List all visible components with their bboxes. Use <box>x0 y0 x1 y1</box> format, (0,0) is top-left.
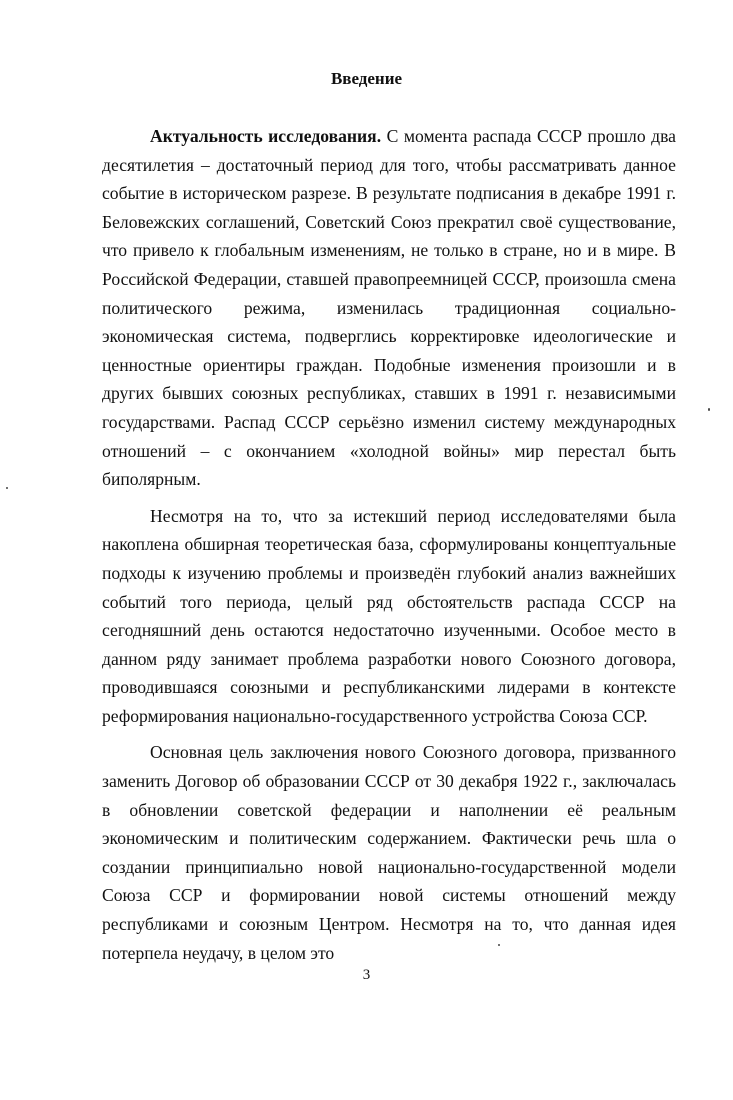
paragraph-relevance <box>102 122 676 494</box>
paragraph-text: С момента распада СССР прошло два десятилетия – достаточный период для того, чтобы рассматривать данное событие в историческом разрезе. В результате подписания в декабре 1991 г. Беловежских соглашений, Советский Союз прекратил своё существование, что привело к глобальным изменениям, не только в стране, но и в мире. В Российской Федерации, ставшей правопреемницей СССР, произошла смена политического режима, изменилась традиционная социально-экономическая система, подверглись корректировке идеологические и ценностные ориентиры граждан. Подобные изменения произошли и в других бывших союзных республиках, ставших в 1991 г. независимыми государствами. Распад СССР серьёзно изменил систему международных отношений – с окончанием «холодной войны» мир перестал быть биполярным. <box>102 126 676 490</box>
scan-speck <box>498 944 500 946</box>
scan-speck <box>708 408 710 411</box>
paragraph-historiography: Несмотря на то, что за истекший период исследователями была накоплена обширная теоретическая база, сформулированы концептуальные подходы к изучению проблемы и произведён глубокий анализ важнейших событий того периода, целый ряд обстоятельств распада СССР на сегодняшний день остаются недостаточно изученными. Особое место в данном ряду занимает проблема разработки нового Союзного договора, проводившаяся союзными и республиканскими лидерами в контексте реформирования национально-государственного устройства Союза ССР. <box>102 505 676 726</box>
paragraph-union-treaty: Основная цель заключения нового Союзного договора, призванного заменить Договор об образовании СССР от 30 декабря 1922 г., заключалась в обновлении советской федерации и наполнении её реальным экономическим и политическим содержанием. Фактически речь шла о создании принципиально новой национально-государственной модели Союза ССР и формировании новой системы отношений между республиками и союзным Центром. Несмотря на то, что данная идея потерпела неудачу, в целом это <box>102 742 676 963</box>
section-title: Введение <box>330 69 403 88</box>
scan-speck <box>6 487 8 489</box>
page-number: 3 <box>362 967 371 983</box>
paragraph-lead: Актуальность исследования. <box>150 126 382 146</box>
body-text <box>102 122 676 975</box>
